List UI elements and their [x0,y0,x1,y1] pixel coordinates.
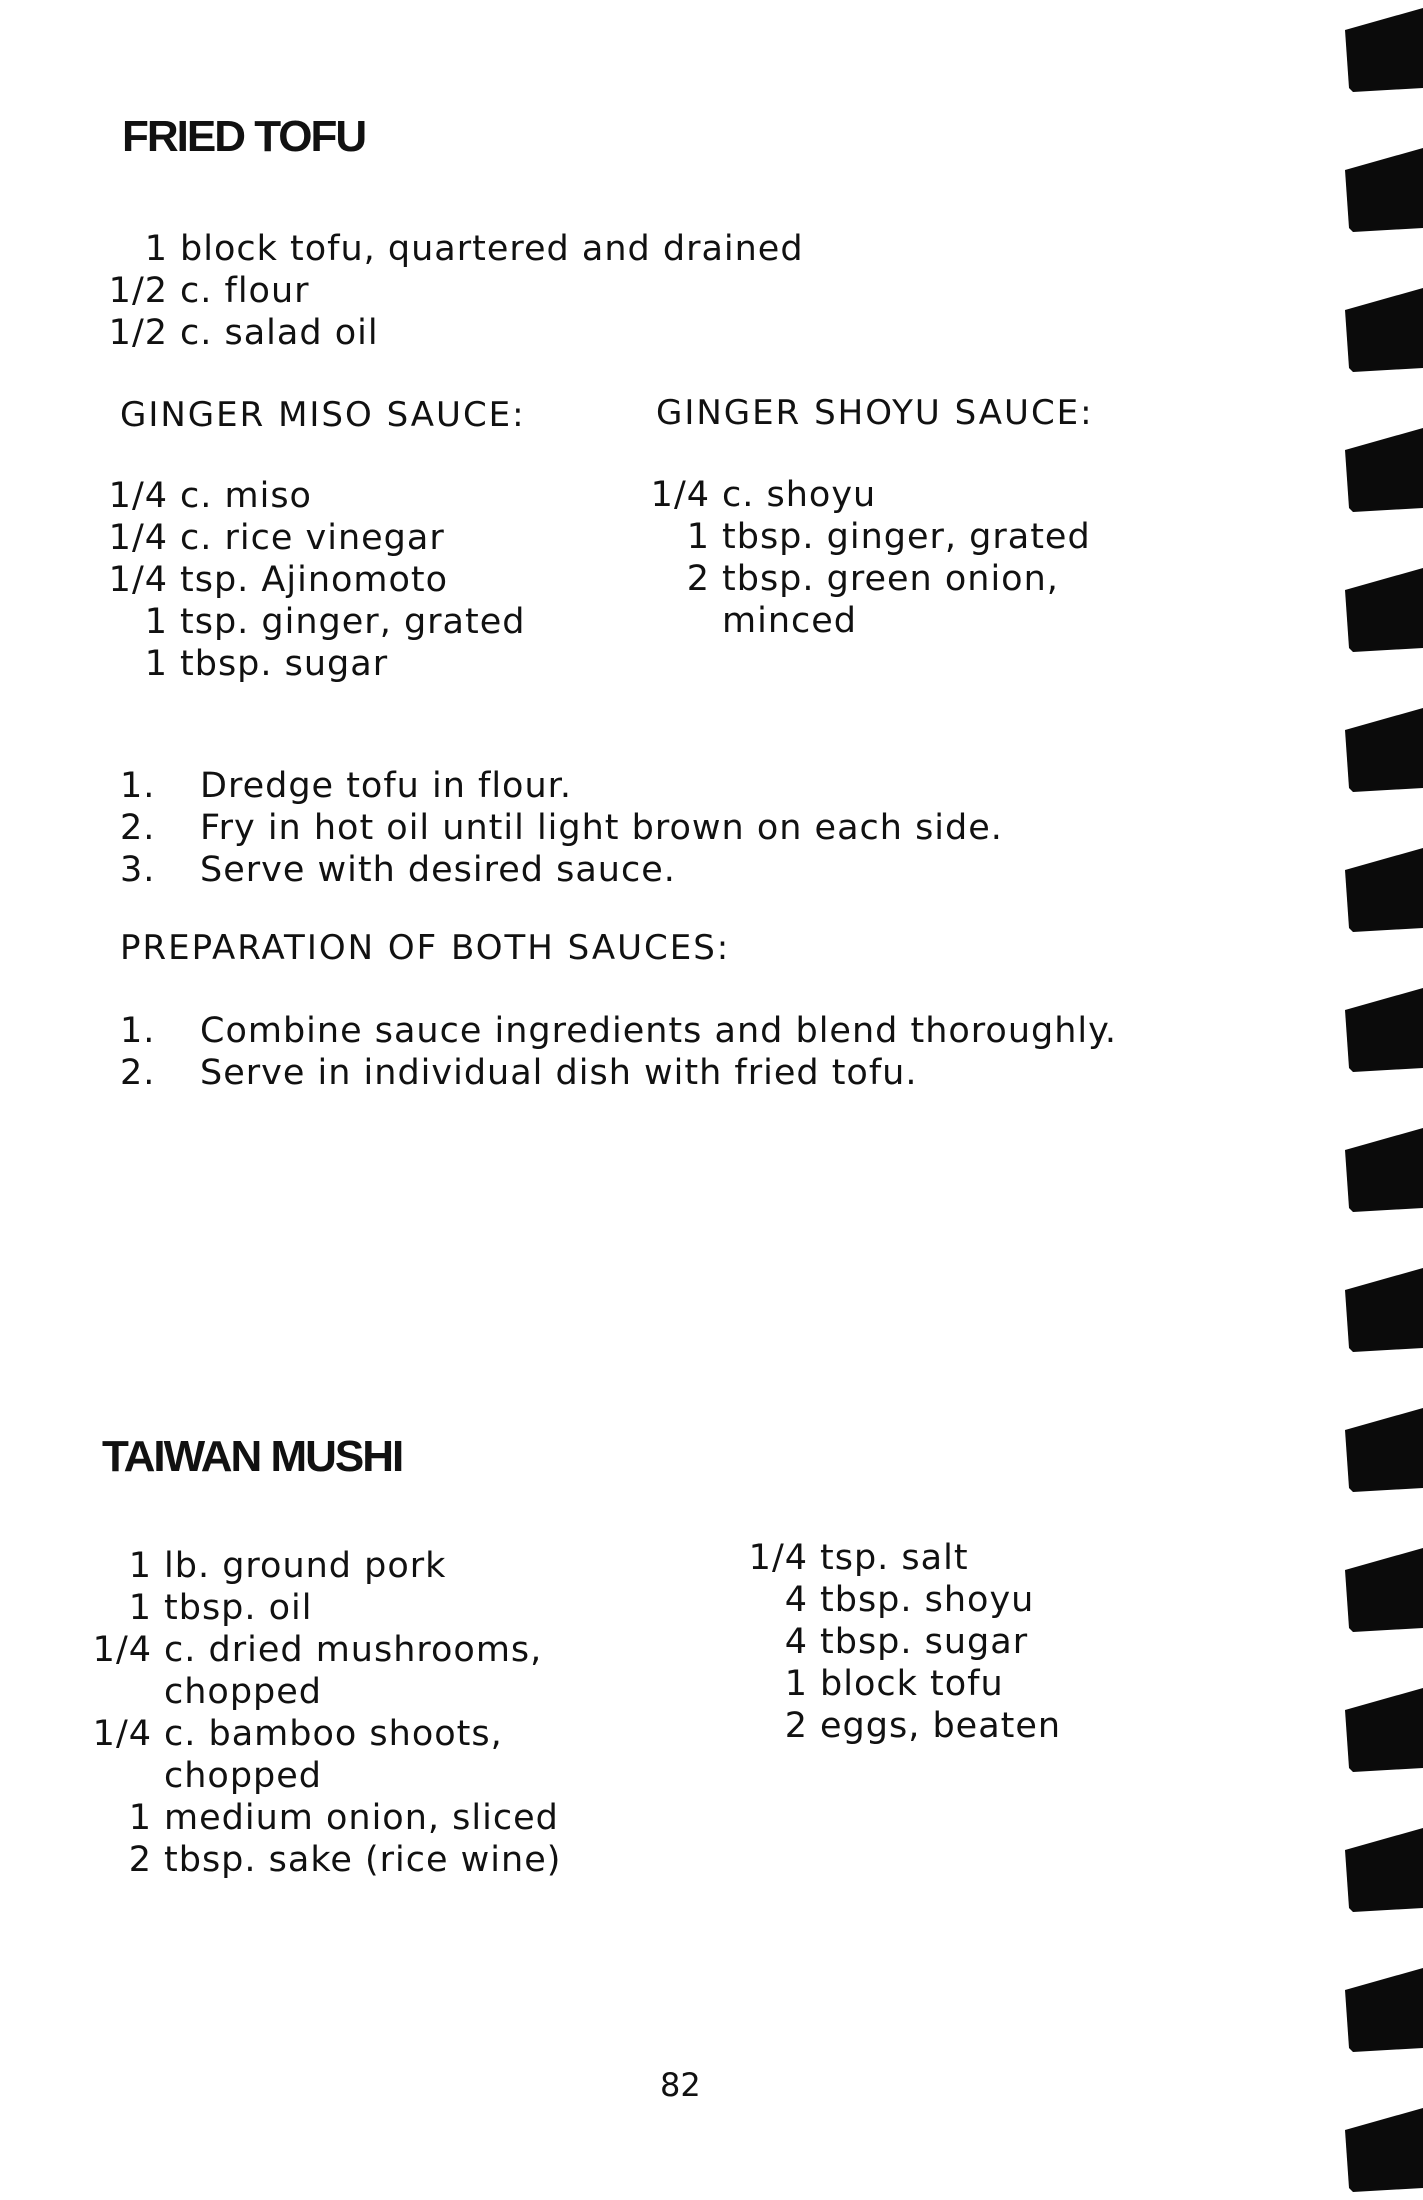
binding-slot [1345,8,1423,92]
step-row: 1. Combine sauce ingredients and blend thoroughly. [120,1011,1117,1051]
ingredient-row: 1 tbsp. sugar [144,644,389,684]
binding-slot [1345,288,1423,372]
step-row: 1. Dredge tofu in flour. [120,766,572,806]
binding-slots [1345,8,1423,2192]
fried-tofu-ingredients [78,228,804,354]
ingredient-row: 1/4 c. miso [108,476,312,516]
ingredient-row: 1/2 c. flour [108,271,310,311]
ingredient-row: minced [722,601,857,641]
prep-sauces-heading: PREPARATION OF BOTH SAUCES: [120,928,731,968]
binding-slot [1345,1408,1423,1492]
ingredient-row: 2 tbsp. green onion, [686,559,1059,599]
binding-slot [1345,1828,1423,1912]
step-row: 3. Serve with desired sauce. [120,850,676,890]
shoyu-sauce-heading: GINGER SHOYU SAUCE: [656,393,1094,433]
ingredient-row: 1/4 tsp. Ajinomoto [108,560,449,600]
ingredient-row: 1/4 tsp. salt [748,1538,969,1578]
step-row: 2. Serve in individual dish with fried tofu. [120,1053,918,1093]
binding-slot [1345,428,1423,512]
prep-sauces-steps [120,1010,1117,1094]
ingredient-row: 2 tbsp. sake (rice wine) [128,1840,562,1880]
binding-slot [1345,2108,1423,2192]
ingredient-row: 1 block tofu [784,1664,1004,1704]
step-row: 2. Fry in hot oil until light brown on each side. [120,808,1003,848]
ingredient-row: 4 tbsp. shoyu [784,1580,1035,1620]
fried-tofu-steps [120,765,1003,891]
ingredient-row: 1/4 c. shoyu [650,475,877,515]
ingredient-row: 1/4 c. bamboo shoots, [92,1714,503,1754]
spiral-binding [1345,0,1423,2200]
binding-slot [1345,1128,1423,1212]
binding-slot [1345,988,1423,1072]
binding-slot [1345,1548,1423,1632]
binding-slot [1345,148,1423,232]
ingredient-row: 1 lb. ground pork [128,1546,447,1586]
binding-slot [1345,568,1423,652]
miso-sauce-ingredients [78,475,525,685]
page-number: 82 [660,2066,701,2104]
shoyu-sauce-ingredients [620,474,1091,642]
binding-slot [1345,708,1423,792]
binding-slot [1345,1688,1423,1772]
recipe-title-fried-tofu: FRIED TOFU [122,112,366,161]
ingredient-row: 2 eggs, beaten [784,1706,1062,1746]
miso-sauce-heading: GINGER MISO SAUCE: [120,395,526,435]
ingredient-row: 1 tbsp. oil [128,1588,313,1628]
taiwan-mushi-ingredients-left [72,1545,561,1881]
binding-slot [1345,1268,1423,1352]
ingredient-row: 1 tsp. ginger, grated [144,602,526,642]
binding-slot [1345,1968,1423,2052]
recipe-title-taiwan-mushi: TAIWAN MUSHI [102,1432,403,1481]
ingredient-row: 1/4 c. dried mushrooms, [92,1630,543,1670]
ingredient-row: 1 block tofu, quartered and drained [144,229,804,269]
ingredient-row: 1/4 c. rice vinegar [108,518,445,558]
ingredient-row: 1 medium onion, sliced [128,1798,559,1838]
ingredient-row: chopped [164,1672,323,1712]
ingredient-row: 1/2 c. salad oil [108,313,379,353]
ingredient-row: chopped [164,1756,323,1796]
taiwan-mushi-ingredients-right [728,1537,1061,1747]
ingredient-row: 4 tbsp. sugar [784,1622,1029,1662]
binding-slot [1345,848,1423,932]
ingredient-row: 1 tbsp. ginger, grated [686,517,1091,557]
